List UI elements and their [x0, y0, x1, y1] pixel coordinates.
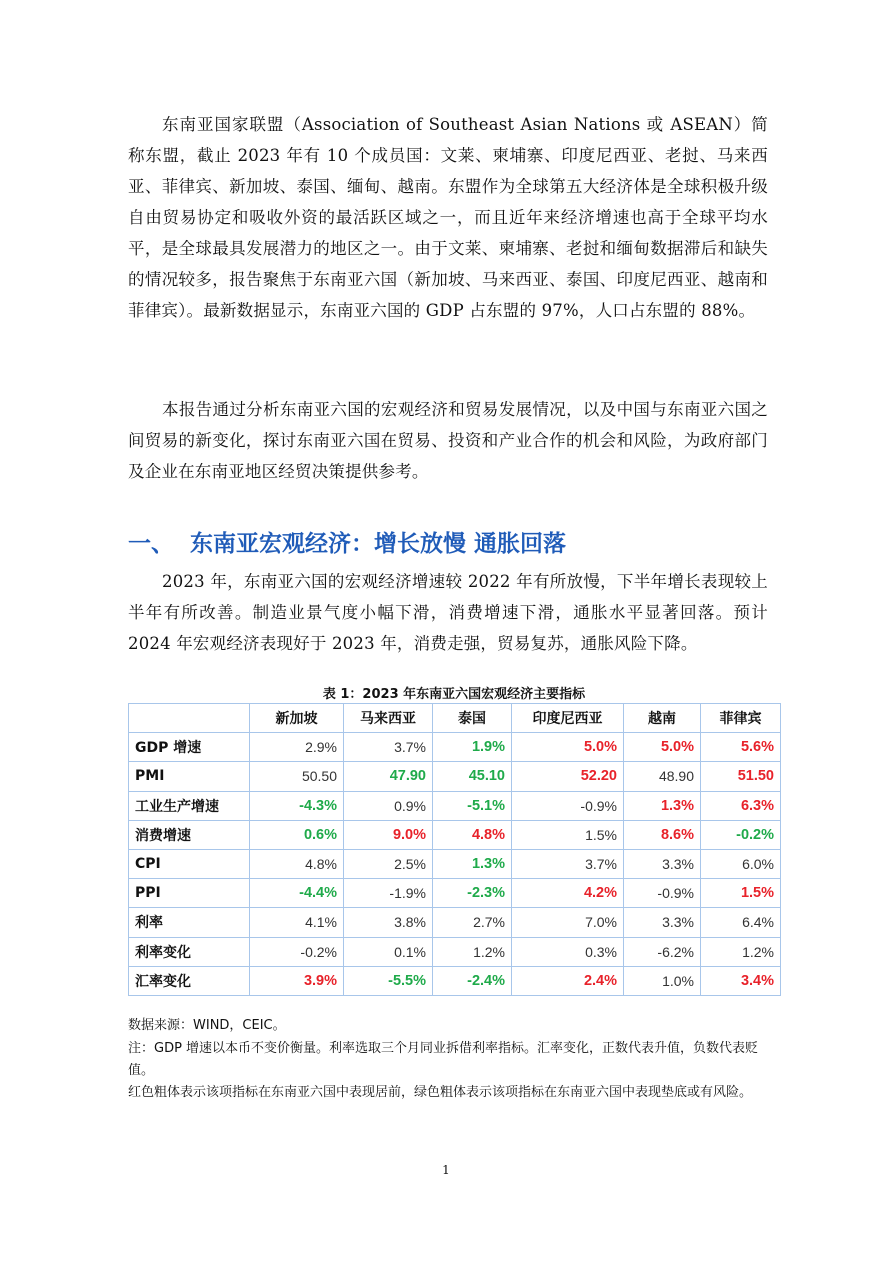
table-cell: 3.7% — [512, 849, 624, 878]
table-cell: 1.5% — [512, 820, 624, 849]
table-row — [129, 791, 781, 820]
header-cell-singapore: 新加坡 — [250, 704, 344, 733]
methodology-note: 注：GDP 增速以本币不变价衡量。利率选取三个月同业拆借利率指标。汇率变化，正数代表升值，负数代表贬值。 — [128, 1041, 759, 1078]
header-cell-thailand: 泰国 — [433, 704, 512, 733]
table-cell: 1.5% — [701, 879, 781, 908]
table-cell: 8.6% — [624, 820, 701, 849]
color-legend-note: 红色粗体表示该项指标在东南亚六国中表现居前，绿色粗体表示该项指标在东南亚六国中表现垫底或有风险。 — [128, 1085, 753, 1100]
table-cell: 5.0% — [512, 733, 624, 762]
table-caption: 表 1：2023 年东南亚六国宏观经济主要指标 — [322, 687, 586, 702]
section-number: 一、 — [128, 531, 174, 557]
page-number: 1 — [442, 1163, 450, 1177]
table-cell: -0.2% — [701, 820, 781, 849]
table-cell: 51.50 — [701, 762, 781, 791]
table-cell: 47.90 — [344, 762, 433, 791]
table-cell: 5.6% — [701, 733, 781, 762]
header-cell-philippines: 菲律宾 — [701, 704, 781, 733]
section-heading — [128, 527, 566, 561]
table-cell: 50.50 — [250, 762, 344, 791]
data-source-note: 数据来源：WIND，CEIC。 — [128, 1018, 286, 1033]
table-cell: 45.10 — [433, 762, 512, 791]
header-cell-malaysia: 马来西亚 — [344, 704, 433, 733]
table-cell: -2.3% — [433, 879, 512, 908]
table-cell: 0.3% — [512, 937, 624, 966]
table-cell: -5.5% — [344, 966, 433, 995]
table-cell: -5.1% — [433, 791, 512, 820]
table-cell: -0.9% — [624, 879, 701, 908]
table-cell: 6.3% — [701, 791, 781, 820]
table-cell: 1.3% — [433, 849, 512, 878]
macro-indicators-table — [128, 703, 781, 996]
table-cell: 2.9% — [250, 733, 344, 762]
table-row — [129, 879, 781, 908]
table-cell: 6.4% — [701, 908, 781, 937]
header-cell-indonesia: 印度尼西亚 — [512, 704, 624, 733]
table-cell: 3.3% — [624, 849, 701, 878]
table-cell: 6.0% — [701, 849, 781, 878]
purpose-paragraph: 本报告通过分析东南亚六国的宏观经济和贸易发展情况，以及中国与东南亚六国之间贸易的新变化，探讨东南亚六国在贸易、投资和产业合作的机会和风险，为政府部门及企业在东南亚地区经贸决策提供参考。 — [128, 400, 768, 481]
table-cell: 0.6% — [250, 820, 344, 849]
table-cell: 0.1% — [344, 937, 433, 966]
row-label: 利率 — [129, 908, 250, 937]
table-cell: -0.2% — [250, 937, 344, 966]
table-cell: 1.3% — [624, 791, 701, 820]
row-label: 利率变化 — [129, 937, 250, 966]
table-cell: 4.2% — [512, 879, 624, 908]
table-row — [129, 937, 781, 966]
table-row — [129, 966, 781, 995]
table-cell: -0.9% — [512, 791, 624, 820]
row-label: PPI — [129, 879, 250, 908]
table-row — [129, 908, 781, 937]
row-label: 汇率变化 — [129, 966, 250, 995]
table-cell: 2.5% — [344, 849, 433, 878]
table-cell: 2.7% — [433, 908, 512, 937]
table-cell: 4.1% — [250, 908, 344, 937]
row-label: GDP 增速 — [129, 733, 250, 762]
table-cell: 4.8% — [250, 849, 344, 878]
table-cell: -1.9% — [344, 879, 433, 908]
table-cell: 3.7% — [344, 733, 433, 762]
table-header-row — [129, 704, 781, 733]
table-cell: 52.20 — [512, 762, 624, 791]
table-row — [129, 762, 781, 791]
table-cell: 0.9% — [344, 791, 433, 820]
table-cell: 1.9% — [433, 733, 512, 762]
table-cell: 1.0% — [624, 966, 701, 995]
intro-paragraph: 东南亚国家联盟（Association of Southeast Asian Nations 或 ASEAN）简称东盟，截止 2023 年有 10 个成员国：文莱、柬埔寨、印度尼西亚、老挝、马来西亚、菲律宾、新加坡、泰国、缅甸、越南。东盟作为全球第五大经济体是全球积极升级自由贸易协定和吸收外资的最活跃区域之一，而且近年来经济增速也高于全球平均水平，是全球最具发展潜力的地区之一。由于文莱、柬埔寨、老挝和缅甸数据滞后和缺失的情况较多，报告聚焦于东南亚六国（新加坡、马来西亚、泰国、印度尼西亚、越南和菲律宾）。最新数据显示，东南亚六国的 GDP 占东盟的 97%，人口占东盟的 88%。 — [128, 115, 768, 320]
table-cell: -6.2% — [624, 937, 701, 966]
section-paragraph: 2023 年，东南亚六国的宏观经济增速较 2022 年有所放慢，下半年增长表现较上半年有所改善。制造业景气度小幅下滑，消费增速下滑，通胀水平显著回落。预计 2024 年宏观经济表现好于 2023 年，消费走强，贸易复苏，通胀风险下降。 — [128, 572, 768, 653]
row-label: PMI — [129, 762, 250, 791]
table-cell: 1.2% — [433, 937, 512, 966]
table-cell: 48.90 — [624, 762, 701, 791]
table-cell: 3.8% — [344, 908, 433, 937]
row-label: 消费增速 — [129, 820, 250, 849]
row-label: CPI — [129, 849, 250, 878]
table-cell: -2.4% — [433, 966, 512, 995]
table-cell: 3.9% — [250, 966, 344, 995]
table-cell: 7.0% — [512, 908, 624, 937]
table-cell: 2.4% — [512, 966, 624, 995]
header-cell-vietnam: 越南 — [624, 704, 701, 733]
table-row — [129, 733, 781, 762]
table-row — [129, 849, 781, 878]
table-cell: -4.3% — [250, 791, 344, 820]
header-cell-blank — [129, 704, 250, 733]
table-cell: 4.8% — [433, 820, 512, 849]
table-row — [129, 820, 781, 849]
table-cell: -4.4% — [250, 879, 344, 908]
row-label: 工业生产增速 — [129, 791, 250, 820]
table-cell: 3.4% — [701, 966, 781, 995]
table-cell: 5.0% — [624, 733, 701, 762]
table-cell: 1.2% — [701, 937, 781, 966]
table-cell: 3.3% — [624, 908, 701, 937]
section-title: 东南亚宏观经济：增长放慢 通胀回落 — [190, 531, 567, 557]
table-cell: 9.0% — [344, 820, 433, 849]
